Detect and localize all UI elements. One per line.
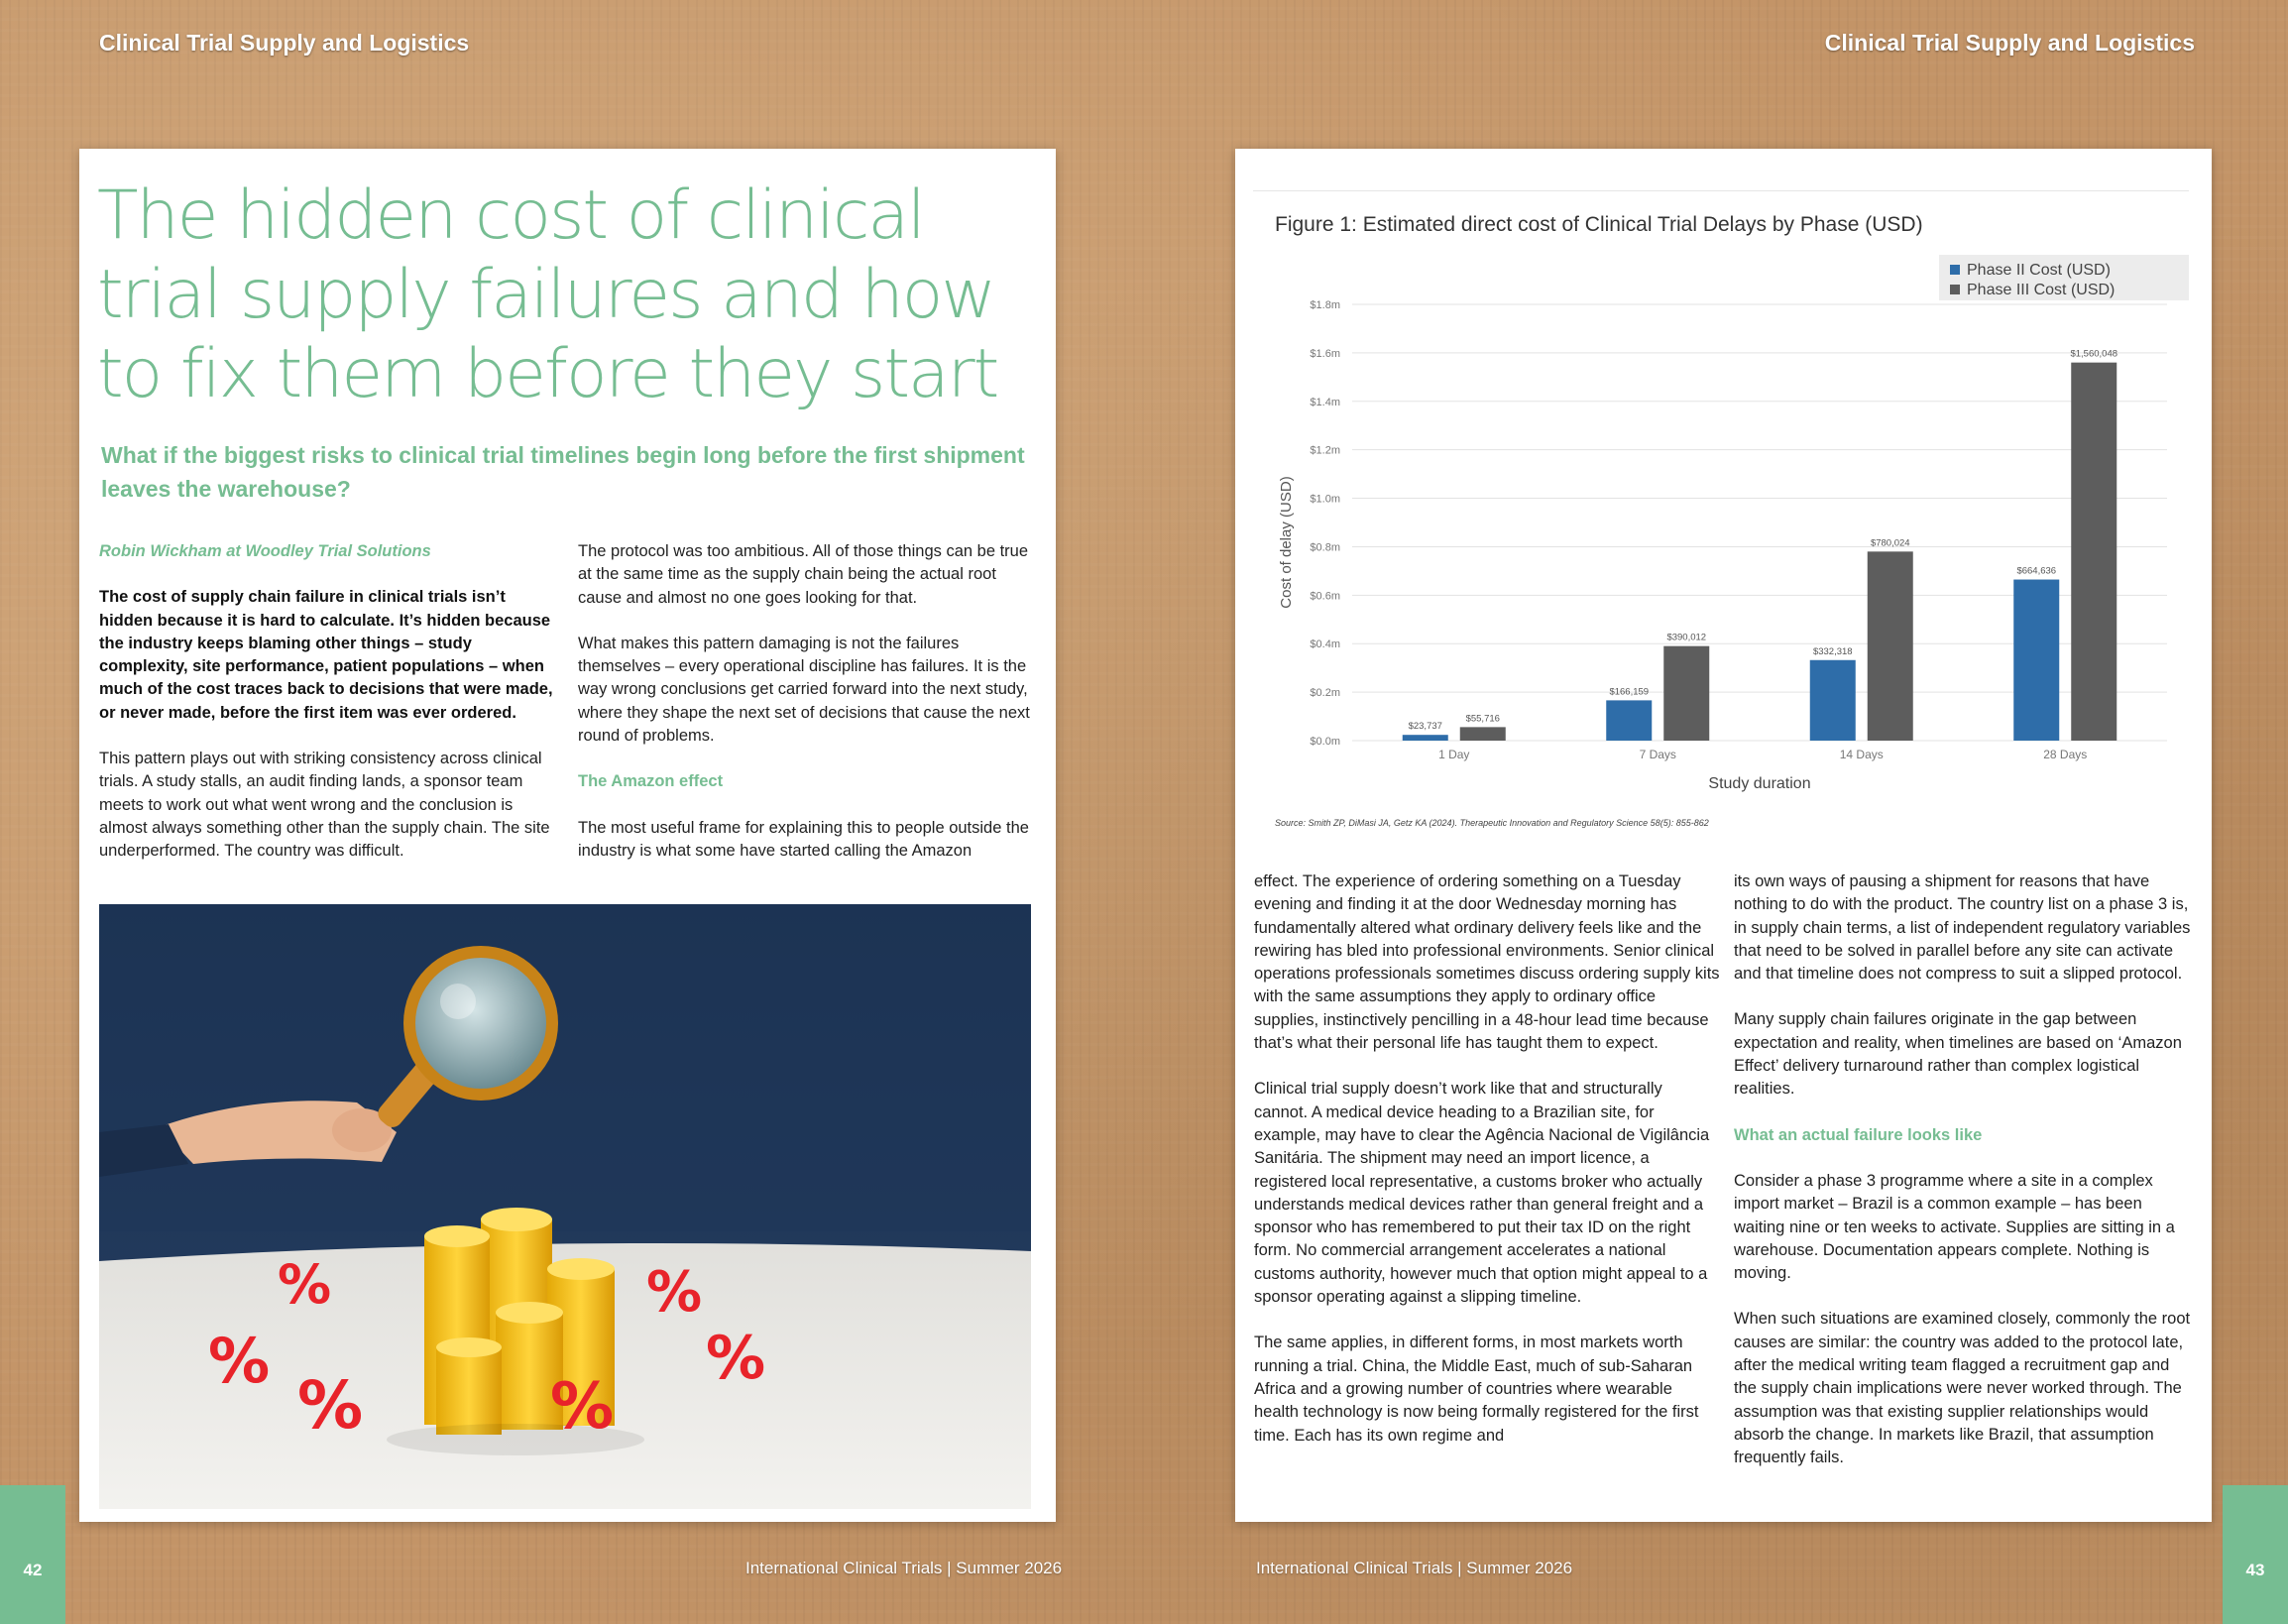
y-tick-label: $0.8m [1310, 541, 1340, 554]
percent-icon: % [646, 1260, 703, 1325]
bar [1403, 735, 1448, 741]
percent-icon: % [706, 1324, 766, 1393]
data-label: $780,024 [1870, 537, 1910, 549]
data-label: $55,716 [1465, 713, 1500, 725]
data-label: $332,318 [1812, 645, 1853, 657]
y-tick-label: $0.4m [1310, 638, 1340, 651]
data-label: $166,159 [1609, 686, 1650, 698]
body-paragraph: Consider a phase 3 programme where a site in a complex import market – Brazil is a common example – has been waiting nine or ten weeks to activate. Supplies are sitting in a warehouse. Documentation appears complete. Nothing is moving. [1734, 1171, 2175, 1283]
body-paragraph: This pattern plays out with striking consistency across clinical trials. A study stalls, an audit finding lands, a sponsor team meets to work out what went wrong and the conclusion is almost always something other than the supply chain. The site underperformed. The country was difficult. [99, 750, 550, 861]
bar [1868, 551, 1913, 741]
x-tick-label: 14 Days [1839, 748, 1884, 761]
body-paragraph: The protocol was too ambitious. All of those things can be true at the same time as the supply chain being the actual root cause and almost no one goes looking for that. [578, 542, 1029, 607]
legend-label: Phase II Cost (USD) [1967, 262, 2111, 279]
percent-icon: % [278, 1253, 332, 1316]
column-1 [99, 540, 561, 886]
x-axis-label: Study duration [1708, 775, 1811, 792]
legend-swatch [1950, 265, 1960, 275]
body-paragraph: effect. The experience of ordering something on a Tuesday evening and finding it at the door Wednesday morning has fundamentally altered what ordinary delivery feels like and the rewiring has bled into professional environments. Senior clinical operations professionals sometimes discuss ordering supply kits with the same assumptions they apply to ordinary office supplies, instinctively pencilling in a 48-hour lead time because that’s what their personal life has taught them to expect. [1254, 872, 1720, 1053]
y-tick-label: $1.2m [1310, 444, 1340, 457]
bar [2013, 580, 2059, 741]
bar [1810, 660, 1856, 741]
section-heading: What an actual failure looks like [1734, 1125, 1983, 1144]
article-photo [99, 904, 1031, 1509]
body-paragraph: its own ways of pausing a shipment for reasons that have nothing to do with the product. The country list on a phase 3 is, in supply chain terms, a list of independent regulatory variables that need to be solved in parallel before any site can activate and that timeline does not compress to suit a slipped protocol. [1734, 872, 2191, 984]
legend-label: Phase III Cost (USD) [1967, 282, 2116, 298]
y-tick-label: $0.0m [1310, 736, 1340, 748]
column-2 [578, 540, 1036, 885]
page-left [79, 149, 1056, 1522]
percent-icon: % [297, 1367, 364, 1444]
page-number-tab-right [2223, 1485, 2288, 1624]
x-tick-label: 7 Days [1639, 748, 1676, 761]
legend-swatch [1950, 285, 1960, 294]
y-axis-label: Cost of delay (USD) [1278, 476, 1295, 609]
page-number: 42 [23, 1561, 43, 1579]
section-heading: The Amazon effect [578, 772, 724, 791]
running-head-left: Clinical Trial Supply and Logistics [99, 30, 470, 56]
bar [1663, 646, 1709, 741]
body-paragraph: Clinical trial supply doesn’t work like that and structurally cannot. A medical device heading to a Brazilian site, for example, may have to clear the Agência Nacional de Vigilância Sanitária. The shipment may need an import licence, a registered local representative, a customs broker who actually understands medical devices rather than general freight and a sponsor who has remembered to put their tax ID on the right form. No commercial arrangement accelerates a national customs authority, however much that option might appeal to a sponsor operating against a slipping timeline. [1254, 1080, 1710, 1307]
data-label: $390,012 [1666, 632, 1707, 643]
x-tick-label: 28 Days [2043, 748, 2088, 761]
chart-title: Figure 1: Estimated direct cost of Clinical Trial Delays by Phase (USD) [1275, 213, 1923, 236]
footer-right: International Clinical Trials | Summer 2026 [1256, 1559, 1573, 1577]
body-paragraph: What makes this pattern damaging is not the failures themselves – every operational discipline has failures. It is the way wrong conclusions get carried forward into the next study, where they shape the next set of decisions that cause the next round of problems. [578, 634, 1030, 746]
page-right [1235, 149, 2212, 1522]
bar [1606, 700, 1652, 741]
article-title: The hidden cost of clinical trial supply failures and how to fix them before they start [97, 176, 998, 413]
page-number: 43 [2245, 1561, 2265, 1579]
y-tick-label: $1.4m [1310, 396, 1340, 408]
column-3 [1254, 870, 1720, 1470]
body-paragraph: The same applies, in different forms, in most markets worth running a trial. China, the Middle East, much of sub-Saharan Africa and a growing number of countries where wearable health technology is now being formally registered for the first time. Each has its own regime and [1254, 1334, 1699, 1445]
column-4 [1734, 870, 2195, 1493]
footer-left: International Clinical Trials | Summer 2026 [745, 1559, 1063, 1577]
bar [2071, 363, 2116, 741]
magnifying-glass-coins-image [99, 904, 1031, 1509]
bar [1460, 727, 1506, 741]
data-label: $23,737 [1408, 721, 1442, 733]
x-tick-label: 1 Day [1438, 748, 1470, 761]
running-head-right: Clinical Trial Supply and Logistics [1824, 30, 2195, 56]
body-paragraph: Many supply chain failures originate in the gap between expectation and reality, when timelines are based on ‘Amazon Effect’ delivery turnaround rather than complex logistical realities. [1734, 1010, 2182, 1099]
y-tick-label: $1.8m [1310, 299, 1340, 311]
page-number-tab-left [0, 1485, 65, 1624]
y-tick-label: $0.6m [1310, 590, 1340, 603]
percent-icon: % [550, 1370, 615, 1444]
bar-chart [1253, 191, 2189, 806]
y-tick-label: $0.2m [1310, 687, 1340, 700]
y-tick-label: $1.0m [1310, 493, 1340, 506]
standfirst: What if the biggest risks to clinical trial timelines begin long before the first shipment leaves the warehouse? [101, 442, 1025, 502]
percent-icon: % [208, 1325, 271, 1397]
chart-source: Source: Smith ZP, DiMasi JA, Getz KA (2024). Therapeutic Innovation and Regulatory Science 58(5): 855-862 [1275, 818, 1709, 828]
data-label: $1,560,048 [2070, 348, 2118, 360]
body-paragraph: The most useful frame for explaining this to people outside the industry is what some have started calling the Amazon [578, 818, 1029, 860]
data-label: $664,636 [2016, 565, 2057, 577]
lead-paragraph: The cost of supply chain failure in clinical trials isn’t hidden because it is hard to calculate. It’s hidden because the industry keeps blaming other things – study complexity, site performance, patient populations – when much of the cost traces back to decisions that were made, or never made, before the first item was ever ordered. [99, 588, 553, 722]
figure-1 [1253, 190, 2189, 832]
body-paragraph: When such situations are examined closely, commonly the root causes are similar: the country was added to the protocol late, after the medical writing team flagged a recruitment gap and the supply chain implications were never worked through. The assumption was that existing supplier relationships would absorb the change. In markets like Brazil, that assumption frequently fails. [1734, 1310, 2191, 1467]
y-tick-label: $1.6m [1310, 347, 1340, 360]
byline: Robin Wickham at Woodley Trial Solutions [99, 542, 431, 560]
